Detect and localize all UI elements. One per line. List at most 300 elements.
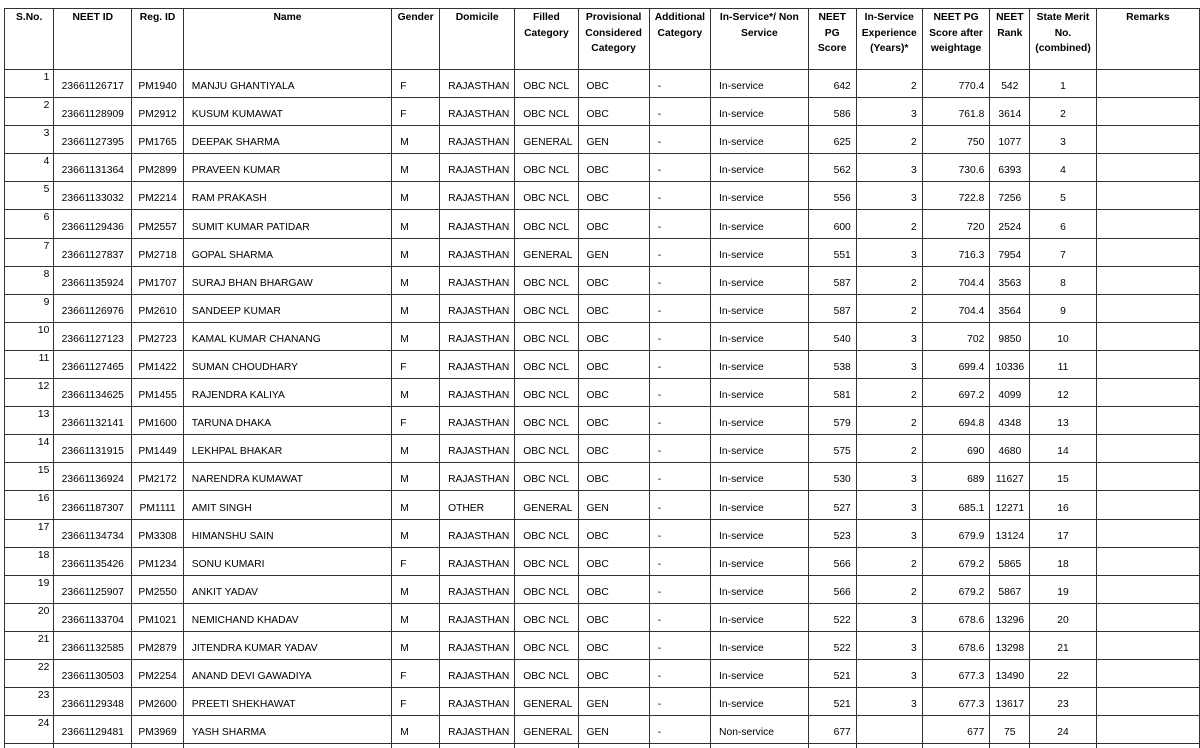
cell-service: In-service [711,182,809,210]
table-row [5,435,1200,463]
table-row [5,238,1200,266]
cell-additional-category: - [649,688,710,716]
cell-additional-category: - [649,154,710,182]
cell-neet-id: 23661129481 [54,716,132,744]
cell-name: RAJENDRA KALIYA [183,379,391,407]
cell-weighted-score: 677.3 [922,659,990,687]
cell-remarks [1096,322,1199,350]
col-header-domicile: Domicile [440,9,515,70]
cell-remarks [1096,182,1199,210]
cell-gender: F [392,688,440,716]
cell-service: In-service [711,238,809,266]
cell-remarks [1096,294,1199,322]
cell-experience: 3 [856,631,922,659]
cell-service: In-service [711,659,809,687]
cell-state-merit: 24 [1030,716,1096,744]
cell-weighted-score: 679.2 [922,575,990,603]
cell-neet-id: 23661133032 [54,182,132,210]
cell-sno: 19 [5,575,54,603]
cell-gender: F [392,70,440,98]
cell-filled-category: OBC NCL [515,154,578,182]
cell-additional-category: - [649,631,710,659]
cell-experience: 2 [856,435,922,463]
cell-reg-id: PM1422 [132,350,184,378]
cell-neet-pg-score: 586 [808,98,856,126]
cell-neet-pg-score: 642 [808,70,856,98]
cell-neet-pg-score: 527 [808,491,856,519]
cell-neet-pg-score: 579 [808,407,856,435]
cell-neet-rank: 5865 [990,547,1030,575]
cell-state-merit: 3 [1030,126,1096,154]
cell-neet-pg-score: 566 [808,547,856,575]
cell-reg-id: PM1449 [132,435,184,463]
cell-neet-id: 23661125907 [54,575,132,603]
cell-service: In-service [711,126,809,154]
cell-filled-category: OBC NCL [515,575,578,603]
cell-neet-id: 23661187307 [54,491,132,519]
cell-service: Non-service [711,716,809,744]
cell-reg-id: PM1940 [132,70,184,98]
cell-domicile: RAJASTHAN [440,407,515,435]
cell-filled-category: OBC NCL [515,70,578,98]
cell-reg-id: PM2610 [132,294,184,322]
cell-provisional-category: GEN [578,491,649,519]
cell-weighted-score: 722.8 [922,182,990,210]
cell-provisional-category: OBC [578,210,649,238]
cell-reg-id: PM1765 [132,126,184,154]
cell-domicile: RAJASTHAN [440,575,515,603]
cell-gender: M [392,716,440,744]
cell-additional-category: - [649,379,710,407]
cell-name: SUMAN CHOUDHARY [183,350,391,378]
cell-service: In-service [711,575,809,603]
cell-neet-id: 23661134734 [54,519,132,547]
cell-neet-pg-score: 566 [808,575,856,603]
cell-experience: 3 [856,603,922,631]
cell-state-merit: 16 [1030,491,1096,519]
cell-service: In-service [711,491,809,519]
cell-name: RAM PRAKASH [183,182,391,210]
cell-neet-pg-score: 521 [808,688,856,716]
cell-reg-id: PM2899 [132,154,184,182]
cell-neet-pg-score: 521 [808,659,856,687]
cell-sno: 1 [5,70,54,98]
cell-name: KUSUM KUMAWAT [183,98,391,126]
cell-state-merit: 1 [1030,70,1096,98]
cell-name: KAMAL KUMAR CHANANG [183,322,391,350]
cell-provisional-category: GEN [578,238,649,266]
cell-reg-id: PM2879 [132,631,184,659]
cell-sno: 13 [5,407,54,435]
cell-experience: 3 [856,182,922,210]
cell-remarks [1096,519,1199,547]
cell-gender: F [392,547,440,575]
cell-additional-category: - [649,126,710,154]
cell-domicile: RAJASTHAN [440,519,515,547]
cell-filled-category: OBC NCL [515,98,578,126]
cell-sno: 24 [5,716,54,744]
cell-name: SONU KUMARI [183,547,391,575]
cell-remarks [1096,379,1199,407]
cell-gender: M [392,182,440,210]
cell-name: ANAND DEVI GAWADIYA [183,659,391,687]
table-row [5,463,1200,491]
cell-neet-pg-score: 575 [808,435,856,463]
cell-neet-id: 23661132585 [54,631,132,659]
cell-neet-pg-score: 600 [808,210,856,238]
cell-reg-id: PM2557 [132,210,184,238]
cell-provisional-category: OBC [578,407,649,435]
cell-neet-pg-score: 530 [808,463,856,491]
cell-additional-category: - [649,519,710,547]
cell-filled-category: OBC NCL [515,463,578,491]
cell-experience: 3 [856,519,922,547]
cell-weighted-score: 750 [922,126,990,154]
cell-weighted-score: 678.6 [922,631,990,659]
cell-additional-category: - [649,435,710,463]
cell-state-merit: 11 [1030,350,1096,378]
cell-sno: 21 [5,631,54,659]
cell-experience: 2 [856,575,922,603]
cell-weighted-score: 697.2 [922,379,990,407]
cell-gender: M [392,266,440,294]
cell-provisional-category: OBC [578,547,649,575]
cell-weighted-score: 679.2 [922,547,990,575]
cell-name: AMIT SINGH [183,491,391,519]
cell-gender: M [392,491,440,519]
header-row [5,9,1200,70]
cell-domicile: RAJASTHAN [440,463,515,491]
cell-experience: 2 [856,379,922,407]
cell-service: In-service [711,266,809,294]
cell-gender: M [392,210,440,238]
cell-filled-category: OBC NCL [515,631,578,659]
cell-provisional-category: OBC [578,182,649,210]
cell-filled-category: GENERAL [515,238,578,266]
cell-sno: 10 [5,322,54,350]
cell-neet-rank: 4348 [990,407,1030,435]
cell-remarks [1096,350,1199,378]
cell-provisional-category: GEN [578,126,649,154]
cell-name: NEMICHAND KHADAV [183,603,391,631]
cell-neet-rank: 6393 [990,154,1030,182]
cell-neet-id: 23661136924 [54,463,132,491]
cell-provisional-category: OBC [578,463,649,491]
cell-remarks [1096,463,1199,491]
cell-sno: 12 [5,379,54,407]
cell-neet-id: 23661129436 [54,210,132,238]
cell-experience: 3 [856,659,922,687]
cell-experience: 3 [856,491,922,519]
table-row [5,688,1200,716]
table-row [5,154,1200,182]
cell-service: In-service [711,519,809,547]
col-header-gender: Gender [392,9,440,70]
cell-experience: 3 [856,463,922,491]
cell-sno: 11 [5,350,54,378]
col-header-provisional-category: Provisional Considered Category [578,9,649,70]
table-row [5,210,1200,238]
cell-experience: 2 [856,266,922,294]
cell-sno: 15 [5,463,54,491]
cell-additional-category: - [649,491,710,519]
cell-domicile: RAJASTHAN [440,98,515,126]
cell-filled-category: OBC NCL [515,210,578,238]
cell-remarks [1096,98,1199,126]
cell-domicile: RAJASTHAN [440,210,515,238]
cell-filled-category: OBC NCL [515,379,578,407]
cell-reg-id: PM2214 [132,182,184,210]
cell-service: In-service [711,688,809,716]
cell-filled-category: OBC NCL [515,294,578,322]
cell-provisional-category: GEN [578,688,649,716]
cell-experience: 2 [856,70,922,98]
cell-state-merit: 8 [1030,266,1096,294]
cell-name: HIMANSHU SAIN [183,519,391,547]
cell-neet-rank: 13296 [990,603,1030,631]
cell-name: TARUNA DHAKA [183,407,391,435]
cell-neet-rank: 3563 [990,266,1030,294]
cell-provisional-category: OBC [578,350,649,378]
cell-experience: 3 [856,688,922,716]
cell-weighted-score: 685.1 [922,491,990,519]
cell-domicile: RAJASTHAN [440,350,515,378]
cell-neet-rank: 13124 [990,519,1030,547]
cell-neet-rank: 3564 [990,294,1030,322]
cell-neet-pg-score: 587 [808,266,856,294]
cell-experience: 2 [856,126,922,154]
cell-provisional-category: OBC [578,266,649,294]
cell-domicile: RAJASTHAN [440,266,515,294]
cell-name: GOPAL SHARMA [183,238,391,266]
cell-gender: M [392,631,440,659]
table-row [5,491,1200,519]
cell-neet-id: 23661132141 [54,407,132,435]
cell-gender: F [392,98,440,126]
cell-service: In-service [711,154,809,182]
cell-state-merit: 22 [1030,659,1096,687]
cell-service: In-service [711,603,809,631]
cell-neet-id: 23661131915 [54,435,132,463]
cell-remarks [1096,154,1199,182]
cell-state-merit: 23 [1030,688,1096,716]
cell-neet-rank: 2524 [990,210,1030,238]
cell-reg-id: PM2912 [132,98,184,126]
cell-sno: 20 [5,603,54,631]
cell-provisional-category: OBC [578,631,649,659]
cell-sno: 5 [5,182,54,210]
table-row [5,70,1200,98]
cell-neet-id: 23661127465 [54,350,132,378]
cell-provisional-category: OBC [578,294,649,322]
cell-state-merit: 9 [1030,294,1096,322]
cell-experience: 2 [856,547,922,575]
cell-neet-id: 23661127123 [54,322,132,350]
cell-filled-category: GENERAL [515,126,578,154]
cell-provisional-category: OBC [578,154,649,182]
cell-filled-category: OBC NCL [515,547,578,575]
cell-neet-rank: 75 [990,716,1030,744]
cell-additional-category: - [649,238,710,266]
cell-state-merit: 18 [1030,547,1096,575]
cell-domicile: RAJASTHAN [440,631,515,659]
cell-state-merit: 14 [1030,435,1096,463]
cell-additional-category: - [649,603,710,631]
cell-filled-category: GENERAL [515,491,578,519]
cell-remarks [1096,435,1199,463]
cell-reg-id: PM3969 [132,716,184,744]
cell-filled-category: OBC NCL [515,182,578,210]
cell-filled-category: GENERAL [515,688,578,716]
cell-state-merit: 13 [1030,407,1096,435]
cell-state-merit: 4 [1030,154,1096,182]
cell-provisional-category: OBC [578,659,649,687]
cell-name: ANKIT YADAV [183,575,391,603]
cell-weighted-score: 702 [922,322,990,350]
cell-sno: 4 [5,154,54,182]
cell-domicile: RAJASTHAN [440,294,515,322]
cell-domicile: RAJASTHAN [440,547,515,575]
cell-sno: 9 [5,294,54,322]
cell-neet-pg-score: 581 [808,379,856,407]
cell-domicile: RAJASTHAN [440,154,515,182]
cell-reg-id: PM1455 [132,379,184,407]
cell-name: DEEPAK SHARMA [183,126,391,154]
table-row [5,182,1200,210]
cell-filled-category: OBC NCL [515,519,578,547]
cell-reg-id: PM1111 [132,491,184,519]
cell-remarks [1096,491,1199,519]
cell-neet-pg-score: 562 [808,154,856,182]
cell-state-merit: 17 [1030,519,1096,547]
cell-sno: 2 [5,98,54,126]
cell-reg-id: PM1021 [132,603,184,631]
cell-neet-rank: 12271 [990,491,1030,519]
col-header-reg-id: Reg. ID [132,9,184,70]
col-header-neet-pg-score: NEET PG Score [808,9,856,70]
cell-neet-rank: 4099 [990,379,1030,407]
cell-weighted-score: 770.4 [922,70,990,98]
cell-gender: M [392,463,440,491]
cell-additional-category: - [649,182,710,210]
cell-neet-pg-score: 522 [808,631,856,659]
cell-gender: M [392,379,440,407]
col-header-sno: S.No. [5,9,54,70]
col-header-neet-id: NEET ID [54,9,132,70]
table-row [5,126,1200,154]
cell-gender: M [392,435,440,463]
cell-neet-id: 23661134625 [54,379,132,407]
table-row [5,98,1200,126]
cell-provisional-category: GEN [578,716,649,744]
cell-neet-rank: 3614 [990,98,1030,126]
cell-sno: 17 [5,519,54,547]
cell-domicile: RAJASTHAN [440,716,515,744]
cell-neet-rank: 1077 [990,126,1030,154]
cell-weighted-score: 689 [922,463,990,491]
cell-weighted-score: 720 [922,210,990,238]
cell-additional-category: - [649,266,710,294]
table-row [5,519,1200,547]
cell-service: In-service [711,435,809,463]
cell-state-merit: 15 [1030,463,1096,491]
cell-weighted-score: 730.6 [922,154,990,182]
cell-domicile: RAJASTHAN [440,435,515,463]
col-header-remarks: Remarks [1096,9,1199,70]
cell-experience: 2 [856,210,922,238]
cell-sno: 16 [5,491,54,519]
cell-remarks [1096,266,1199,294]
cell-additional-category: - [649,547,710,575]
cell-filled-category: OBC NCL [515,350,578,378]
cell-domicile: RAJASTHAN [440,182,515,210]
cell-domicile: RAJASTHAN [440,322,515,350]
cell-additional-category: - [649,322,710,350]
cell-neet-id: 23661127395 [54,126,132,154]
cell-remarks [1096,716,1199,744]
cell-weighted-score: 761.8 [922,98,990,126]
cell-state-merit: 2 [1030,98,1096,126]
cell-domicile: OTHER [440,491,515,519]
cell-experience: 2 [856,294,922,322]
cell-provisional-category: OBC [578,379,649,407]
cell-reg-id: PM1234 [132,547,184,575]
cell-additional-category: - [649,407,710,435]
cell-filled-category: OBC NCL [515,407,578,435]
cell-additional-category: - [649,98,710,126]
cell-provisional-category: OBC [578,575,649,603]
cell-gender: M [392,603,440,631]
cell-additional-category: - [649,210,710,238]
table-row [5,575,1200,603]
cell-weighted-score: 678.6 [922,603,990,631]
cell-name: YASH SHARMA [183,716,391,744]
cell-filled-category: OBC NCL [515,266,578,294]
cell-gender: M [392,238,440,266]
cell-neet-rank: 7256 [990,182,1030,210]
cell-gender: M [392,154,440,182]
cell-filled-category: OBC NCL [515,322,578,350]
cell-remarks [1096,126,1199,154]
cell-neet-id: 23661130503 [54,659,132,687]
cell-service: In-service [711,350,809,378]
cell-gender: M [392,126,440,154]
cell-sno: 7 [5,238,54,266]
cell-neet-pg-score: 523 [808,519,856,547]
cell-provisional-category: OBC [578,322,649,350]
cell-domicile: RAJASTHAN [440,688,515,716]
table-row [5,322,1200,350]
cell-neet-pg-score: 551 [808,238,856,266]
cell-state-merit: 12 [1030,379,1096,407]
cell-neet-rank: 5867 [990,575,1030,603]
col-header-experience: In-Service Experience (Years)* [856,9,922,70]
cell-name: SUMIT KUMAR PATIDAR [183,210,391,238]
cell-sno: 6 [5,210,54,238]
cell-neet-rank: 9850 [990,322,1030,350]
cell-provisional-category: OBC [578,519,649,547]
cell-neet-id: 23661126717 [54,70,132,98]
col-header-additional-category: Additional Category [649,9,710,70]
cell-additional-category: - [649,294,710,322]
col-header-name: Name [183,9,391,70]
cell-neet-pg-score: 556 [808,182,856,210]
cell-neet-id: 23661135426 [54,547,132,575]
cell-additional-category: - [649,716,710,744]
cell-provisional-category: OBC [578,70,649,98]
table-row [5,294,1200,322]
cell-name: MANJU GHANTIYALA [183,70,391,98]
